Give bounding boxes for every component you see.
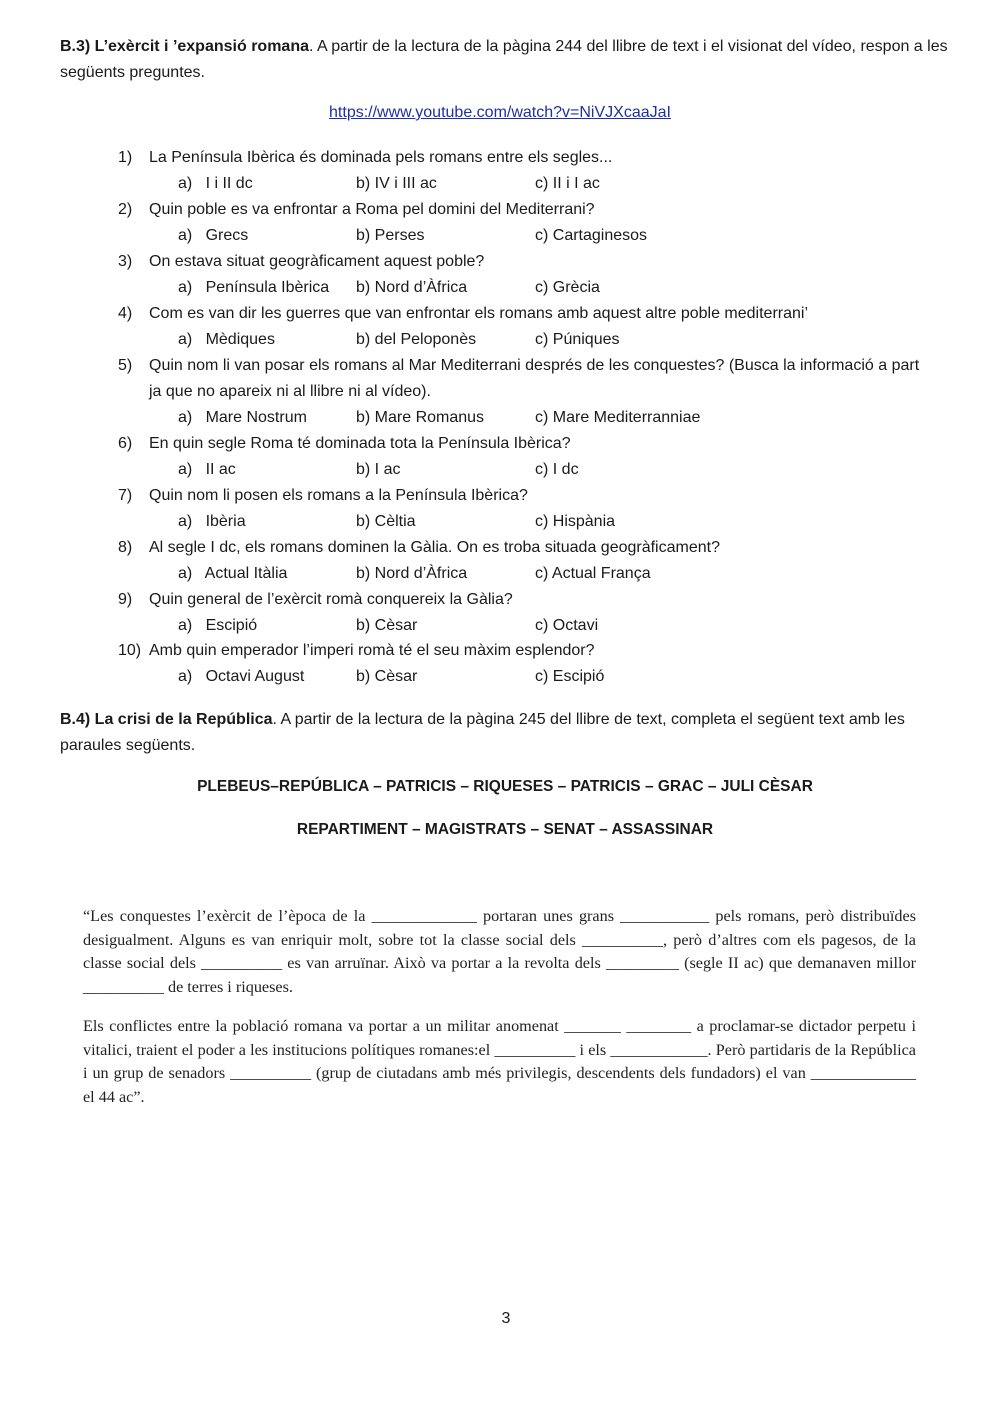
option-a: a) Octavi August [178, 668, 305, 685]
question [118, 301, 938, 327]
option-b: b) Cèsar [356, 617, 418, 634]
question-number: 4) [118, 305, 133, 322]
question [118, 145, 938, 171]
page-number: 3 [501, 1310, 511, 1327]
option-a: a) II ac [178, 461, 236, 478]
option-a: a) Mèdiques [178, 331, 275, 348]
question-number: 10) [118, 642, 142, 659]
question-number: 6) [118, 435, 133, 452]
option-c: c) Octavi [535, 617, 599, 634]
option-a: a) Ibèria [178, 513, 246, 530]
word-bank-line-2: REPARTIMENT – MAGISTRATS – SENAT – ASSASSINAR [296, 821, 714, 838]
option-a: a) Península Ibèrica [178, 279, 330, 296]
question-text: Com es van dir les guerres que van enfrontar els romans amb aquest altre poble mediterrani’ [149, 305, 808, 322]
option-c: c) II i I ac [535, 175, 600, 192]
option-b: b) Mare Romanus [356, 409, 485, 426]
option-b: b) Cèltia [356, 513, 416, 530]
b4-instruction: . A partir de la lectura de la pàgina 245 del llibre de text, completa el següent text amb les paraules següents. [60, 711, 905, 754]
option-a: a) Mare Nostrum [178, 409, 307, 426]
question-text: On estava situat geogràficament aquest poble? [149, 253, 485, 270]
b4-heading: B.4) La crisi de la República [60, 711, 273, 728]
option-a: a) Escipió [178, 617, 258, 634]
b4-intro [60, 707, 950, 759]
option-c: c) Escipió [535, 668, 605, 685]
option-b: b) Perses [356, 227, 425, 244]
fill-in-paragraph-1: “Les conquestes l’exèrcit de l’època de la _____________ portaran unes grans ___________ pels romans, però distribuïdes desigualment. Alguns es van enriquir molt, sobre tot la classe social dels __________, però d’altres com els pagesos, de la classe social dels __________ es van arruïnar. Això va portar a la revolta dels _________ (segle II ac) que demanaven millor __________ de terres i riqueses. [83, 907, 916, 996]
fill-in-paragraph-2: Els conflictes entre la població romana va portar a un militar anomenat _______ ________ a proclamar-se dictador perpetu i vitalici, traient el poder a les institucions polítiques romanes:el __________ i els ____________. Però partidaris de la República i un grup de senadors __________ (grup de ciutadans amb més privilegis, descendents dels fundadors) el van _____________ el 44 ac”. [83, 1017, 916, 1106]
question-text: Amb quin emperador l’imperi romà té el seu màxim esplendor? [149, 642, 595, 659]
option-c: c) Actual França [535, 565, 651, 582]
question-number: 9) [118, 591, 133, 608]
question [118, 353, 938, 405]
option-b: b) Nord d’Àfrica [356, 565, 468, 582]
question [118, 483, 938, 509]
option-c: c) Cartaginesos [535, 227, 648, 244]
question-text: Quin nom li posen els romans a la Península Ibèrica? [149, 487, 528, 504]
question [118, 638, 938, 664]
option-a: a) I i II dc [178, 175, 253, 192]
question-text: Quin nom li van posar els romans al Mar Mediterrani després de les conquestes? (Busca la informació a part ja que no apareix ni al llibre ni al vídeo). [149, 357, 920, 400]
option-a: a) Actual Itàlia [178, 565, 288, 582]
question-number: 7) [118, 487, 133, 504]
video-link-row [0, 104, 1000, 122]
option-b: b) I ac [356, 461, 401, 478]
b3-intro [60, 34, 950, 86]
option-c: c) I dc [535, 461, 579, 478]
option-c: c) Grècia [535, 279, 600, 296]
option-b: b) IV i III ac [356, 175, 437, 192]
option-b: b) del Peloponès [356, 331, 477, 348]
question-text: En quin segle Roma té dominada tota la Península Ibèrica? [149, 435, 571, 452]
question [118, 197, 938, 223]
question [118, 431, 938, 457]
question [118, 249, 938, 275]
question-number: 5) [118, 357, 133, 374]
question-text: Quin poble es va enfrontar a Roma pel domini del Mediterrani? [149, 201, 595, 218]
option-c: c) Hispània [535, 513, 616, 530]
question-number: 8) [118, 539, 133, 556]
question [118, 535, 938, 561]
question-text: Al segle I dc, els romans dominen la Gàlia. On es troba situada geogràficament? [149, 539, 720, 556]
option-c: c) Púniques [535, 331, 620, 348]
question-number: 3) [118, 253, 133, 270]
word-bank-line-1: PLEBEUS–REPÚBLICA – PATRICIS – RIQUESES – PATRICIS – GRAC – JULI CÈSAR [197, 778, 813, 795]
option-b: b) Nord d’Àfrica [356, 279, 468, 296]
b3-heading: B.3) L’exèrcit i ’expansió romana [60, 38, 309, 55]
question-text: Quin general de l’exèrcit romà conquereix la Gàlia? [149, 591, 513, 608]
question-text: La Península Ibèrica és dominada pels romans entre els segles... [149, 149, 613, 166]
video-link[interactable]: https://www.youtube.com/watch?v=NiVJXcaaJaI [329, 104, 671, 121]
option-c: c) Mare Mediterranniae [535, 409, 701, 426]
question-number: 1) [118, 149, 133, 166]
option-a: a) Grecs [178, 227, 249, 244]
option-b: b) Cèsar [356, 668, 418, 685]
question-number: 2) [118, 201, 133, 218]
b3-instruction: . A partir de la lectura de la pàgina 244 del llibre de text i el visionat del vídeo, respon a les següents preguntes. [60, 38, 948, 81]
question [118, 587, 938, 613]
